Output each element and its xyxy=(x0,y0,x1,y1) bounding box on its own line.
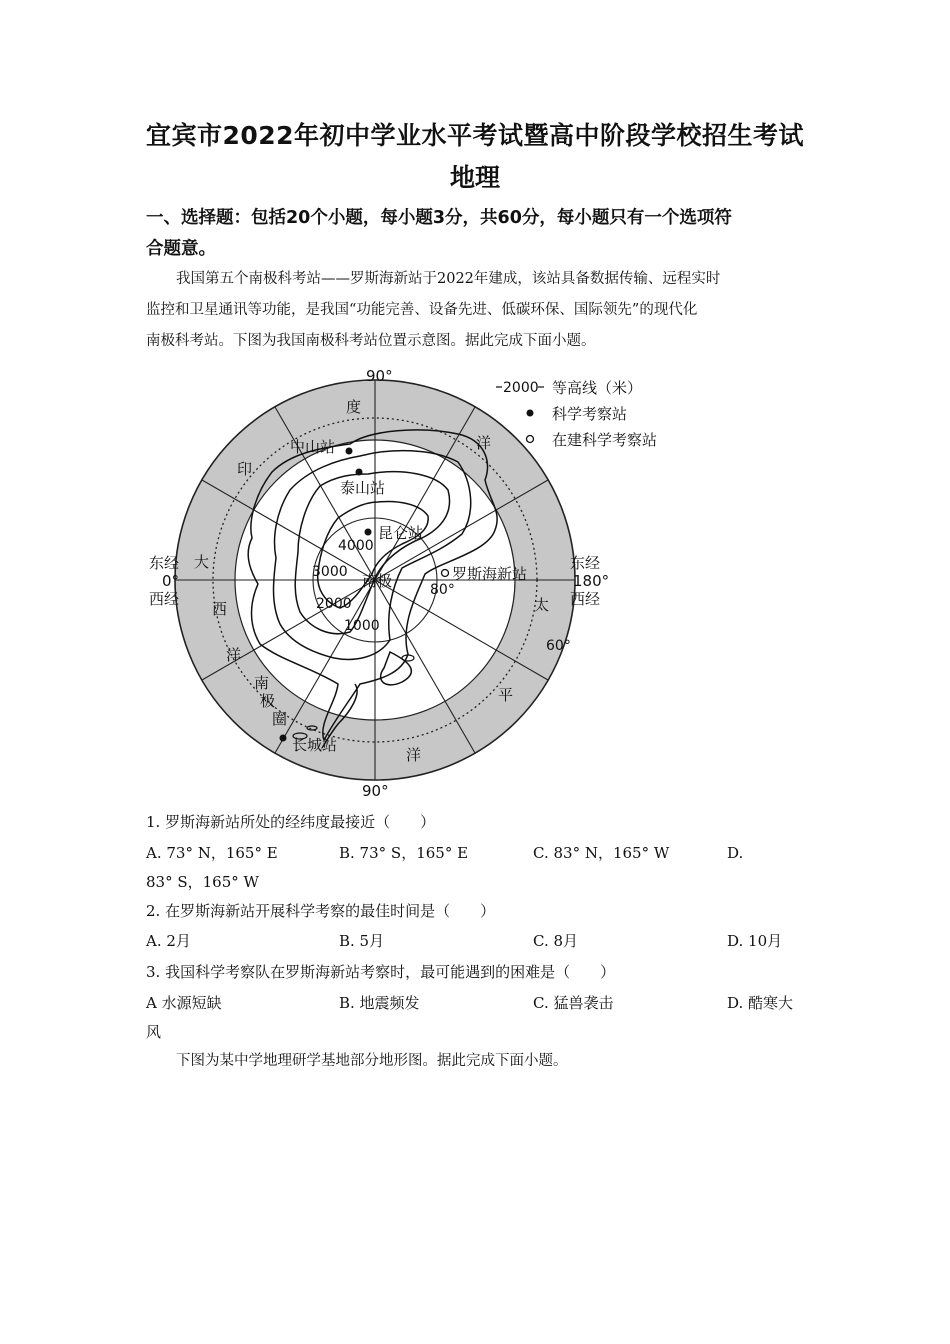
label-right-lon-1: 东经 xyxy=(570,554,601,572)
question-1-stem: 1. 罗斯海新站所处的经纬度最接近（ ） xyxy=(146,813,436,831)
label-atlantic-1: 西 xyxy=(212,600,228,618)
question-3-option-a: A 水源短缺 xyxy=(146,994,222,1012)
legend-building-label: 在建科学考察站 xyxy=(552,431,658,449)
legend-contour-sample: 2000 xyxy=(503,380,539,396)
label-lat-60: 60° xyxy=(546,638,571,654)
label-right-lon-2: 180° xyxy=(573,572,610,590)
question-1-option-c: C. 83° N，165° W xyxy=(533,844,670,862)
legend-building-dot xyxy=(527,436,534,443)
contour-4000: 4000 xyxy=(338,538,374,554)
question-3-option-d-cont: 风 xyxy=(146,1023,162,1041)
contour-3000: 3000 xyxy=(312,564,348,580)
passage-2: 下图为某中学地理研学基地部分地形图。据此完成下面小题。 xyxy=(176,1053,568,1069)
label-circle-1: 南 xyxy=(254,674,270,692)
question-1-option-d-cont: 83° S，165° W xyxy=(146,873,259,891)
label-left-lon-2: 0° xyxy=(162,572,180,590)
label-indian-0: 印 xyxy=(237,460,253,478)
label-right-lon-3: 西经 xyxy=(570,590,601,608)
question-2-option-d: D. 10月 xyxy=(727,932,783,950)
label-south-pole: 南极 xyxy=(362,572,393,590)
label-pacific-0: 太 xyxy=(534,596,550,614)
label-pacific-2: 洋 xyxy=(406,746,422,764)
contour-1000: 1000 xyxy=(344,618,380,634)
changcheng-station-dot xyxy=(280,735,287,742)
label-bottom-lon: 90° xyxy=(362,782,389,800)
question-2-option-b: B. 5月 xyxy=(339,932,385,950)
question-3-option-d: D. 酷寒大 xyxy=(727,994,794,1012)
label-left-lon-3: 西经 xyxy=(149,590,180,608)
label-taishan: 泰山站 xyxy=(340,479,386,497)
question-2-option-c: C. 8月 xyxy=(533,932,579,950)
contour-2000: 2000 xyxy=(316,596,352,612)
rosssea-station-dot xyxy=(442,570,449,577)
section-heading: 一、选择题：包括20个小题，每小题3分，共60分，每小题只有一个选项符 xyxy=(146,208,732,228)
label-pacific-1: 平 xyxy=(498,686,514,704)
label-atlantic-0: 大 xyxy=(194,553,210,571)
passage-1-line: 南极科考站。下图为我国南极科考站位置示意图。据此完成下面小题。 xyxy=(146,333,596,349)
passage-1-line: 监控和卫星通讯等功能，是我国“功能完善、设备先进、低碳环保、国际领先”的现代化 xyxy=(146,302,698,318)
label-atlantic-2: 洋 xyxy=(226,646,242,664)
question-3-option-c: C. 猛兽袭击 xyxy=(533,994,614,1012)
question-1-option-b: B. 73° S，165° E xyxy=(339,844,469,862)
question-1-option-a: A. 73° N，165° E xyxy=(146,844,278,862)
kunlun-station-dot xyxy=(365,529,372,536)
label-left-lon-1: 东经 xyxy=(149,554,180,572)
label-circle-2: 极 xyxy=(260,692,276,710)
question-3-option-b: B. 地震频发 xyxy=(339,994,420,1012)
antarctica-map xyxy=(140,362,700,802)
label-indian-2: 洋 xyxy=(476,434,492,452)
exam-title: 宜宾市2022年初中学业水平考试暨高中阶段学校招生考试 xyxy=(145,121,805,150)
label-circle-3: 圈 xyxy=(272,710,288,728)
question-2-stem: 2. 在罗斯海新站开展科学考察的最佳时间是（ ） xyxy=(146,902,496,920)
label-kunlun: 昆仑站 xyxy=(378,524,424,542)
question-3-stem: 3. 我国科学考察队在罗斯海新站考察时，最可能遇到的困难是（ ） xyxy=(146,963,616,981)
zhongshan-station-dot xyxy=(346,448,353,455)
label-lat-80: 80° xyxy=(430,582,455,598)
map-legend xyxy=(496,379,657,449)
label-rosssea: 罗斯海新站 xyxy=(452,565,528,583)
label-changcheng: 长城站 xyxy=(292,736,338,754)
question-2-option-a: A. 2月 xyxy=(146,932,191,950)
exam-subject: 地理 xyxy=(449,163,500,192)
question-1-option-d: D. xyxy=(727,844,744,862)
label-zhongshan: 中山站 xyxy=(290,438,336,456)
legend-contour-label: 等高线（米） xyxy=(552,379,643,397)
passage-1-line: 我国第五个南极科考站——罗斯海新站于2022年建成，该站具备数据传输、远程实时 xyxy=(176,271,721,287)
label-top-lon: 90° xyxy=(366,367,393,385)
legend-station-label: 科学考察站 xyxy=(552,405,628,423)
section-heading-cont: 合题意。 xyxy=(146,239,216,259)
label-indian-1: 度 xyxy=(346,398,362,416)
passage-1 xyxy=(146,264,808,357)
taishan-station-dot xyxy=(356,469,363,476)
legend-station-dot xyxy=(527,410,534,417)
